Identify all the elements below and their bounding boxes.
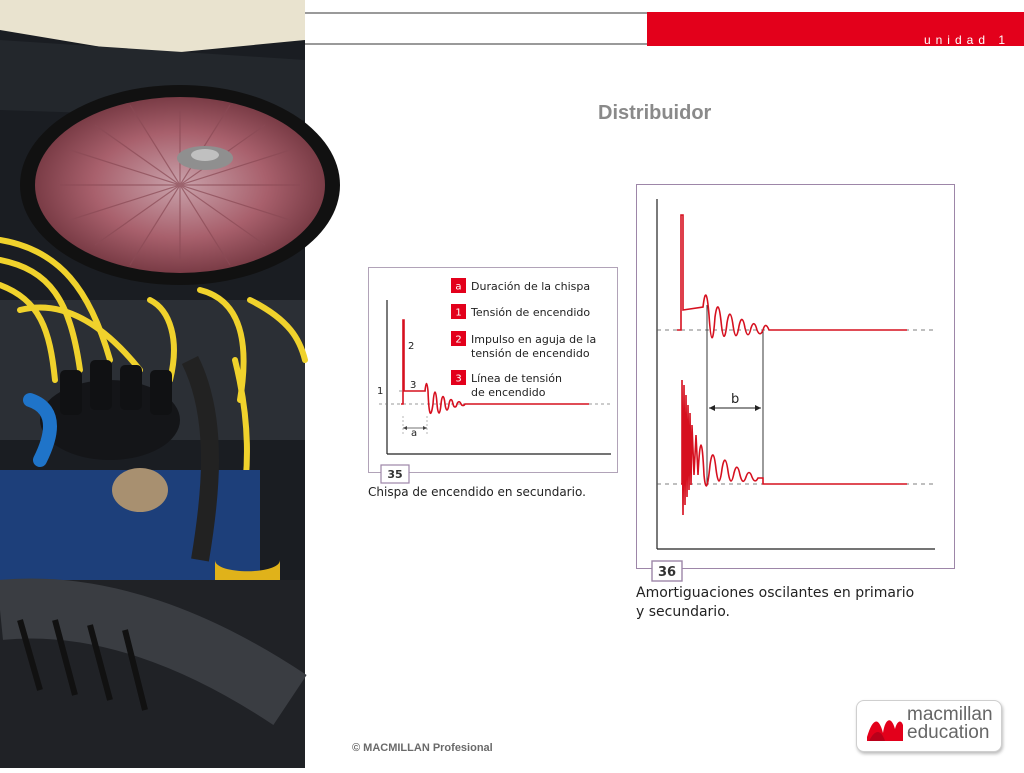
engine-photo [0, 0, 305, 768]
label-2: 2 [408, 341, 415, 352]
header-divider-bottom [305, 43, 647, 45]
legend-key-3: 3 [455, 373, 462, 385]
label-3: 3 [410, 380, 417, 391]
label-b: b [731, 392, 740, 407]
figure-36-frame [636, 184, 955, 580]
figure-36-caption: Amortiguaciones oscilantes en primario y secundario. [636, 585, 915, 620]
legend-text-3b: de encendido [471, 386, 546, 399]
legend-text-2a: Impulso en aguja de la [471, 333, 597, 346]
macmillan-logo-icon [865, 707, 905, 747]
macmillan-logo [856, 700, 1002, 752]
legend-key-a: a [455, 281, 462, 293]
figure-35-caption: Chispa de encendido en secundario. [368, 485, 586, 499]
logo-line1: macmillan [907, 704, 993, 725]
legend-text-3a: Línea de tensión [471, 372, 562, 385]
page-title: Distribuidor [598, 102, 712, 124]
figure-35-frame [368, 267, 618, 481]
legend-key-1: 1 [455, 307, 462, 319]
copyright: © MACMILLAN Profesional [352, 742, 493, 754]
legend-text-a: Duración de la chispa [471, 280, 591, 293]
label-1: 1 [377, 386, 384, 397]
unit-banner [647, 12, 1024, 46]
figure-36-number: 36 [657, 565, 677, 580]
header-divider-top [305, 12, 647, 14]
label-a: a [411, 428, 418, 439]
legend-text-1: Tensión de encendido [471, 306, 591, 319]
unit-label: unidad 1 [923, 33, 1010, 47]
legend-key-2: 2 [455, 334, 462, 346]
logo-line2: education [907, 722, 990, 743]
figure-35-number: 35 [387, 468, 403, 481]
legend-text-2b: tensión de encendido [471, 347, 590, 360]
